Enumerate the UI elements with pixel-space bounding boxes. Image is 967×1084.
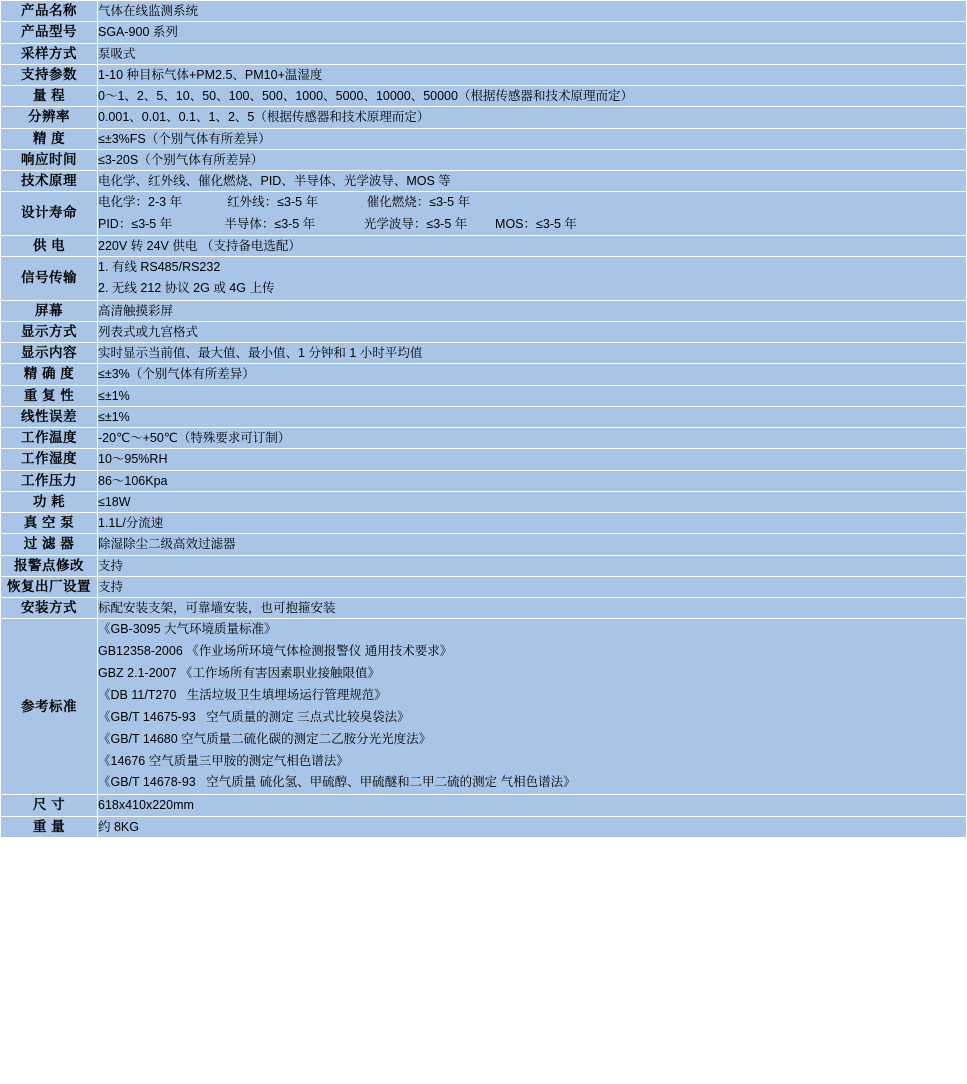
spec-label-cell: 过 滤 器 [1,534,98,555]
spec-value-cell: 列表式或九宫格式 [98,321,967,342]
spec-value-cell [98,257,967,301]
spec-value-line: 电化学：2-3 年 红外线：≤3-5 年 催化燃烧：≤3-5 年 [98,195,471,210]
spec-value-cell: 泵吸式 [98,43,967,64]
spec-label-cell: 恢复出厂设置 [1,576,98,597]
spec-label-cell: 量 程 [1,86,98,107]
spec-value-cell: ≤18W [98,491,967,512]
spec-value-cell: 220V 转 24V 供电 （支持备电选配） [98,235,967,256]
table-row [1,128,967,149]
spec-label-cell: 屏幕 [1,300,98,321]
spec-value-cell: 除湿除尘二级高效过滤器 [98,534,967,555]
spec-label-cell: 支持参数 [1,64,98,85]
table-row [1,513,967,534]
spec-value-line: PID：≤3-5 年 半导体：≤3-5 年 光学波导：≤3-5 年 MOS：≤3-5 年 [98,216,577,231]
spec-label-cell: 参考标准 [1,619,98,795]
spec-value-cell: 1.1L/分流速 [98,513,967,534]
table-row [1,192,967,236]
table-row [1,491,967,512]
table-row [1,449,967,470]
spec-value-cell: 高清触摸彩屏 [98,300,967,321]
spec-value-line: 《GB-3095 大气环境质量标准》 [98,622,277,637]
spec-value-cell: ≤±3%（个别气体有所差异） [98,364,967,385]
table-row [1,598,967,619]
spec-value-lines [98,619,966,794]
spec-label-cell: 尺 寸 [1,795,98,816]
table-row [1,816,967,837]
table-row [1,257,967,301]
spec-value-cell: 0.001、0.01、0.1、1、2、5（根据传感器和技术原理而定） [98,107,967,128]
spec-value-cell: 0～1、2、5、10、50、100、500、1000、5000、10000、50000（根据传感器和技术原理而定） [98,86,967,107]
table-row [1,364,967,385]
spec-value-cell: 10～95%RH [98,449,967,470]
spec-label-cell: 工作湿度 [1,449,98,470]
spec-label-cell: 线性误差 [1,406,98,427]
spec-label-cell: 显示内容 [1,343,98,364]
spec-value-lines [98,257,966,300]
table-row [1,64,967,85]
table-row [1,406,967,427]
table-row [1,534,967,555]
table-row [1,43,967,64]
spec-value-line: 《GB/T 14680 空气质量二硫化碳的测定二乙胺分光光度法》 [98,731,432,746]
spec-label-cell: 精 度 [1,128,98,149]
spec-value-line: 2. 无线 212 协议 2G 或 4G 上传 [98,281,275,296]
spec-label-cell: 产品型号 [1,22,98,43]
spec-value-line: 《14676 空气质量三甲胺的测定气相色谱法》 [98,753,349,768]
table-row [1,470,967,491]
spec-label-cell: 供 电 [1,235,98,256]
table-row [1,343,967,364]
spec-label-cell: 功 耗 [1,491,98,512]
table-row [1,795,967,816]
table-row [1,321,967,342]
spec-value-cell: ≤3-20S（个别气体有所差异） [98,149,967,170]
table-row [1,555,967,576]
spec-value-line: 1. 有线 RS485/RS232 [98,260,221,274]
table-row [1,428,967,449]
table-row [1,385,967,406]
spec-label-cell: 显示方式 [1,321,98,342]
spec-value-cell: 标配安装支架，可靠墙安装，也可抱箍安装 [98,598,967,619]
spec-table-body [1,1,967,838]
table-row [1,300,967,321]
table-row [1,619,967,795]
spec-value-cell: 86～106Kpa [98,470,967,491]
spec-label-cell: 重 复 性 [1,385,98,406]
spec-label-cell: 真 空 泵 [1,513,98,534]
spec-value-cell: ≤±3%FS（个别气体有所差异） [98,128,967,149]
spec-value-cell: 1-10 种目标气体+PM2.5、PM10+温湿度 [98,64,967,85]
spec-value-cell: SGA-900 系列 [98,22,967,43]
spec-label-cell: 工作压力 [1,470,98,491]
table-row [1,22,967,43]
spec-value-cell: 约 8KG [98,816,967,837]
spec-label-cell: 安装方式 [1,598,98,619]
spec-value-lines [98,192,966,235]
spec-label-cell: 重 量 [1,816,98,837]
spec-value-line: 《GB/T 14675-93 空气质量的测定 三点式比较臭袋法》 [98,709,410,724]
table-row [1,107,967,128]
spec-label-cell: 采样方式 [1,43,98,64]
spec-value-line: GB12358-2006 《作业场所环境气体检测报警仪 通用技术要求》 [98,644,453,659]
spec-value-cell: 支持 [98,555,967,576]
table-row [1,171,967,192]
spec-value-cell: 618x410x220mm [98,795,967,816]
spec-value-cell: 支持 [98,576,967,597]
spec-value-line: 《DB 11/T270 生活垃圾卫生填埋场运行管理规范》 [98,687,387,702]
table-row [1,576,967,597]
spec-value-cell: 实时显示当前值、最大值、最小值、1 分钟和 1 小时平均值 [98,343,967,364]
table-row [1,86,967,107]
spec-value-cell: 电化学、红外线、催化燃烧、PID、半导体、光学波导、MOS 等 [98,171,967,192]
table-row [1,149,967,170]
spec-label-cell: 分辨率 [1,107,98,128]
table-row [1,1,967,22]
spec-value-cell: ≤±1% [98,385,967,406]
spec-label-cell: 产品名称 [1,1,98,22]
spec-label-cell: 响应时间 [1,149,98,170]
spec-label-cell: 报警点修改 [1,555,98,576]
spec-value-cell [98,192,967,236]
spec-label-cell: 工作温度 [1,428,98,449]
spec-label-cell: 技术原理 [1,171,98,192]
spec-value-cell [98,619,967,795]
spec-label-cell: 精 确 度 [1,364,98,385]
spec-label-cell: 设计寿命 [1,192,98,236]
spec-value-line: 《GB/T 14678-93 空气质量 硫化氢、甲硫醇、甲硫醚和二甲二硫的测定 气相色谱法》 [98,775,576,790]
spec-value-cell: 气体在线监测系统 [98,1,967,22]
spec-value-cell: ≤±1% [98,406,967,427]
spec-value-cell: -20℃～+50℃（特殊要求可订制） [98,428,967,449]
spec-label-cell: 信号传输 [1,257,98,301]
spec-value-line: GBZ 2.1-2007 《工作场所有害因素职业接触限值》 [98,666,380,680]
table-row [1,235,967,256]
